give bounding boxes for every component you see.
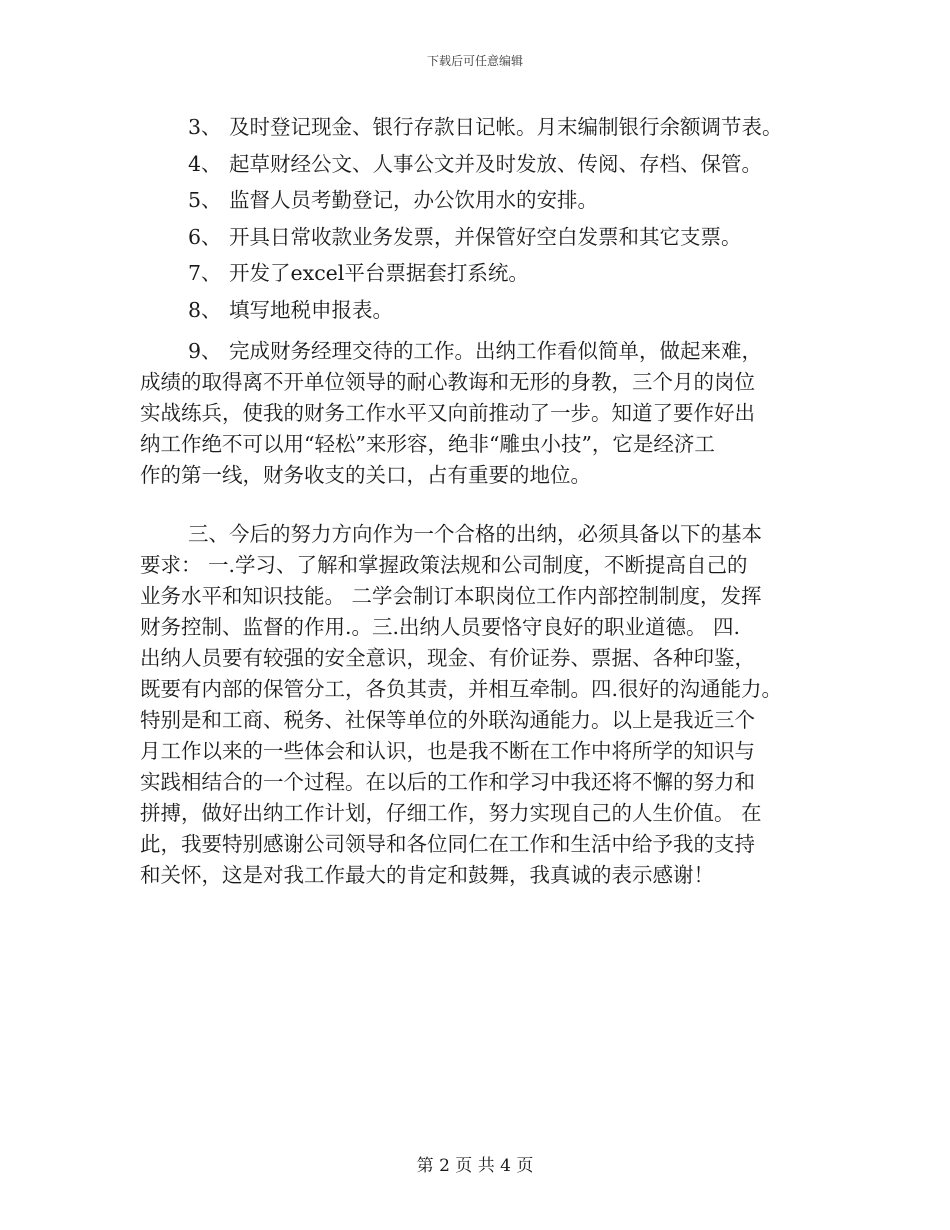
text-line: 实践相结合的一个过程。在以后的工作和学习中我还将不懈的努力和 <box>140 770 755 794</box>
text-line: 实战练兵，使我的财务工作水平又向前推动了一步。知道了要作好出 <box>140 401 755 425</box>
item-number: 6、 <box>188 224 222 249</box>
list-item <box>188 151 783 188</box>
paragraph-section-3 <box>140 519 820 891</box>
item-text: 填写地税申报表。 <box>229 297 393 322</box>
item-number: 5、 <box>188 188 222 212</box>
text-line: 作的第一线，财务收支的关口，占有重要的地位。 <box>140 463 591 487</box>
list-item <box>188 297 783 334</box>
text-line: 月工作以来的一些体会和认识，也是我不断在工作中将所学的知识与 <box>140 739 755 763</box>
item-number: 9、 <box>188 339 222 363</box>
text-line: 三、今后的努力方向作为一个合格的出纳，必须具备以下的基本 <box>188 522 762 546</box>
text-line: 既要有内部的保管分工，各负其责，并相互牵制。四.很好的沟通能力。 <box>140 677 783 701</box>
text-line <box>140 336 820 367</box>
item-number: 7、 <box>188 261 222 285</box>
paragraph-item-9 <box>140 336 820 491</box>
list-item <box>188 114 783 151</box>
item-text: 起草财经公文、人事公文并及时发放、传阅、存档、保管。 <box>229 151 762 176</box>
text-line: 成绩的取得离不开单位领导的耐心教诲和无形的身教，三个月的岗位 <box>140 370 755 394</box>
list-item <box>188 260 783 297</box>
text-line: 此，我要特别感谢公司领导和各位同仁在工作和生活中给予我的支持 <box>140 832 755 856</box>
text-line: 纳工作绝不可以用“轻松”来形容，绝非“雕虫小技”，它是经济工 <box>140 432 715 456</box>
item-text: 及时登记现金、银行存款日记帐。月末编制银行余额调节表。 <box>229 115 783 139</box>
list-item <box>188 224 783 261</box>
page-header: 下载后可任意编辑 <box>426 54 523 68</box>
text-line: 出纳人员要有较强的安全意识，现金、有价证券、票据、各种印鉴， <box>140 646 755 670</box>
item-text: 开发了excel平台票据套打系统。 <box>229 261 529 285</box>
text-line: 业务水平和知识技能。 二学会制订本职岗位工作内部控制制度，发挥 <box>140 584 762 608</box>
text-line: 拼搏，做好出纳工作计划，仔细工作，努力实现自己的人生价值。 在 <box>140 801 762 825</box>
item-number: 8、 <box>188 297 222 322</box>
text-line: 要求： 一.学习、了解和掌握政策法规和公司制度，不断提高自己的 <box>140 553 748 577</box>
item-number: 4、 <box>188 151 222 176</box>
list-item <box>188 187 783 224</box>
text-line: 特别是和工商、税务、社保等单位的外联沟通能力。以上是我近三个 <box>140 708 755 732</box>
item-text: 开具日常收款业务发票，并保管好空白发票和其它支票。 <box>229 224 742 249</box>
page-footer: 第 2 页 共 4 页 <box>416 1156 534 1176</box>
item-number: 3、 <box>188 115 222 139</box>
numbered-list <box>188 114 783 333</box>
text-line: 和关怀，这是对我工作最大的肯定和鼓舞，我真诚的表示感谢！ <box>140 863 714 887</box>
line-text: 完成财务经理交待的工作。出纳工作看似简单，做起来难， <box>229 339 762 363</box>
item-text: 监督人员考勤登记，办公饮用水的安排。 <box>229 188 598 212</box>
text-line: 财务控制、监督的作用.。三.出纳人员要恪守良好的职业道德。 四. <box>140 615 741 639</box>
